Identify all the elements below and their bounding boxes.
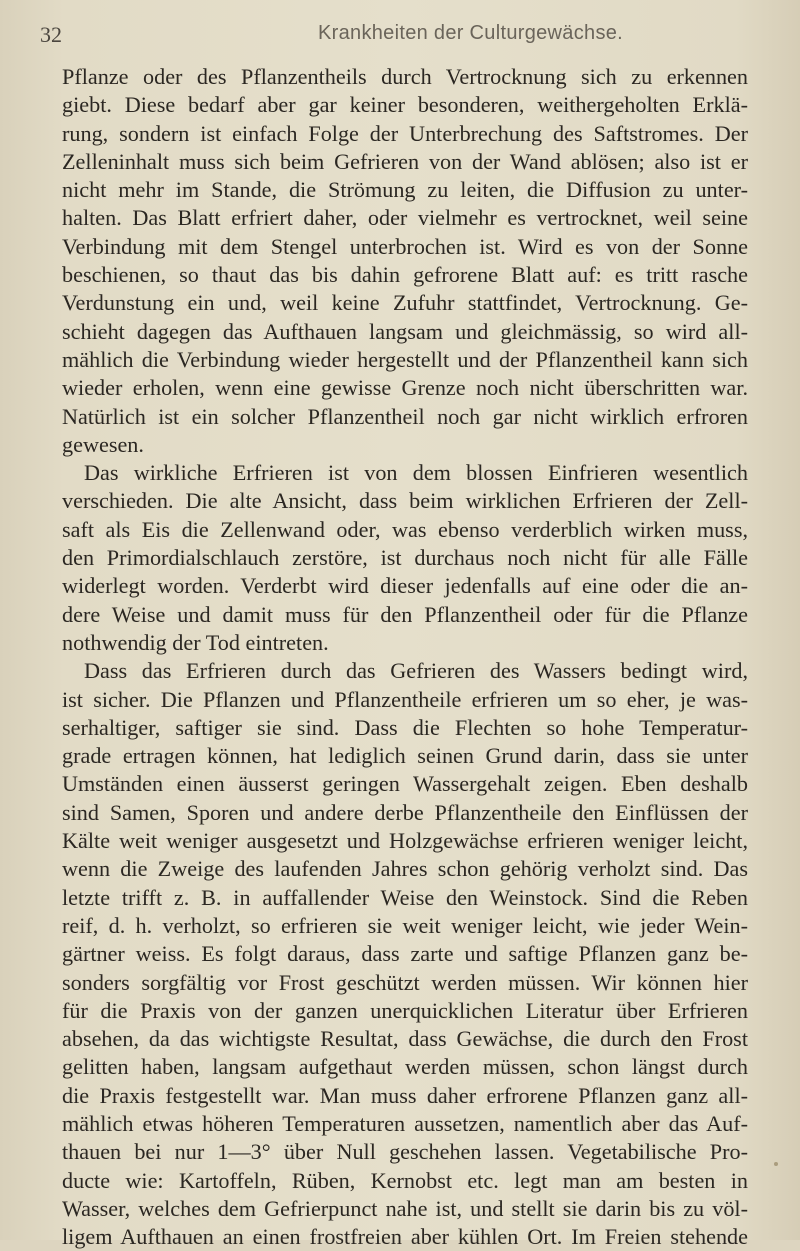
text-line: Das wirkliche Erfrieren ist von dem blossen Einfrieren wesentlich xyxy=(84,460,748,486)
text-line: thauen bei nur 1—3° über Null geschehen lassen. Vegetabilische Pro- xyxy=(62,1139,748,1165)
text-line: mählich etwas höheren Temperaturen aussetzen, namentlich aber das Auf- xyxy=(62,1110,748,1136)
text-line: Zelleninhalt muss sich beim Gefrieren von der Wand ablösen; also ist er xyxy=(62,148,748,174)
text-line: Umständen einen äusserst geringen Wassergehalt zeigen. Eben deshalb xyxy=(62,771,748,797)
text-line: wenn die Zweige des laufenden Jahres schon gehörig verholzt sind. Das xyxy=(62,856,748,882)
text-line: halten. Das Blatt erfriert daher, oder vielmehr es vertrocknet, weil seine xyxy=(62,205,748,231)
text-line: sind Samen, Sporen und andere derbe Pflanzentheile den Einflüssen der xyxy=(62,799,748,825)
text-line: nothwendig der Tod eintreten. xyxy=(62,629,329,655)
text-line: Kälte weit weniger ausgesetzt und Holzgewächse erfrieren weniger leicht, xyxy=(62,828,748,854)
text-line: schieht dagegen das Aufthauen langsam und gleichmässig, so wird all- xyxy=(62,318,748,344)
text-line: saft als Eis die Zellenwand oder, was ebenso verderblich wirken muss, xyxy=(62,516,748,542)
text-line: sonders sorgfältig vor Frost geschützt werden müssen. Wir können hier xyxy=(62,969,748,995)
text-line: gärtner weiss. Es folgt daraus, dass zarte und saftige Pflanzen ganz be- xyxy=(62,941,748,967)
text-line: reif, d. h. verholzt, so erfrieren sie weit weniger leicht, wie jeder Wein- xyxy=(62,912,748,938)
text-line: widerlegt worden. Verderbt wird dieser jedenfalls auf eine oder die an- xyxy=(62,573,748,599)
text-line: dere Weise und damit muss für den Pflanzentheil oder für die Pflanze xyxy=(62,601,748,627)
text-line: rung, sondern ist einfach Folge der Unterbrechung des Saftstromes. Der xyxy=(62,120,748,146)
text-line: Natürlich ist ein solcher Pflanzentheil noch gar nicht wirklich erfroren xyxy=(62,403,748,429)
text-line: Dass das Erfrieren durch das Gefrieren des Wassers bedingt wird, xyxy=(84,658,748,684)
text-line: ligem Aufthauen an einen frostfreien aber kühlen Ort. Im Freien stehende xyxy=(62,1224,748,1250)
text-line: serhaltiger, saftiger sie sind. Dass die Flechten so hohe Temperatur- xyxy=(62,714,748,740)
text-line: gelitten haben, langsam aufgethaut werden müssen, schon längst durch xyxy=(62,1054,748,1080)
text-line: Wasser, welches dem Gefrierpunct nahe ist, und stellt sie darin bis zu völ- xyxy=(62,1195,748,1221)
running-head xyxy=(40,22,760,52)
text-line: die Praxis festgestellt war. Man muss daher erfrorene Pflanzen ganz all- xyxy=(62,1082,748,1108)
text-line: wieder erholen, wenn eine gewisse Grenze noch nicht überschritten war. xyxy=(62,375,748,401)
text-line: nicht mehr im Stande, die Strömung zu leiten, die Diffusion zu unter- xyxy=(62,177,748,203)
text-line: mählich die Verbindung wieder hergestellt und der Pflanzentheil kann sich xyxy=(62,346,748,372)
paper-speck xyxy=(774,1162,778,1166)
text-line: absehen, da das wichtigste Resultat, dass Gewächse, die durch den Frost xyxy=(62,1026,748,1052)
text-line: letzte trifft z. B. in auffallender Weise den Weinstock. Sind die Reben xyxy=(62,884,748,910)
text-line: ducte wie: Kartoffeln, Rüben, Kernobst etc. legt man am besten in xyxy=(62,1167,748,1193)
text-line: Verdunstung ein und, weil keine Zufuhr stattfindet, Vertrocknung. Ge- xyxy=(62,290,748,316)
text-line: gewesen. xyxy=(62,431,144,457)
text-line: für die Praxis von der ganzen unerquicklichen Literatur über Erfrieren xyxy=(62,997,748,1023)
text-line: giebt. Diese bedarf aber gar keiner besonderen, weithergeholten Erklä- xyxy=(62,92,748,118)
body-text xyxy=(62,63,748,1251)
running-title: Krankheiten der Culturgewächse. xyxy=(318,22,624,44)
text-line: den Primordialschlauch zerstöre, ist durchaus noch nicht für alle Fälle xyxy=(62,545,748,571)
text-line: beschienen, so thaut das bis dahin gefrorene Blatt auf: es tritt rasche xyxy=(62,262,748,288)
text-line: Verbindung mit dem Stengel unterbrochen ist. Wird es von der Sonne xyxy=(62,233,748,259)
text-line: verschieden. Die alte Ansicht, dass beim wirklichen Erfrieren der Zell- xyxy=(62,488,748,514)
text-line: grade ertragen können, hat lediglich seinen Grund darin, dass sie unter xyxy=(62,743,748,769)
page-number: 32 xyxy=(40,22,62,47)
text-line: ist sicher. Die Pflanzen und Pflanzentheile erfrieren um so eher, je was- xyxy=(62,686,748,712)
text-line: Pflanze oder des Pflanzentheils durch Vertrocknung sich zu erkennen xyxy=(62,64,748,89)
